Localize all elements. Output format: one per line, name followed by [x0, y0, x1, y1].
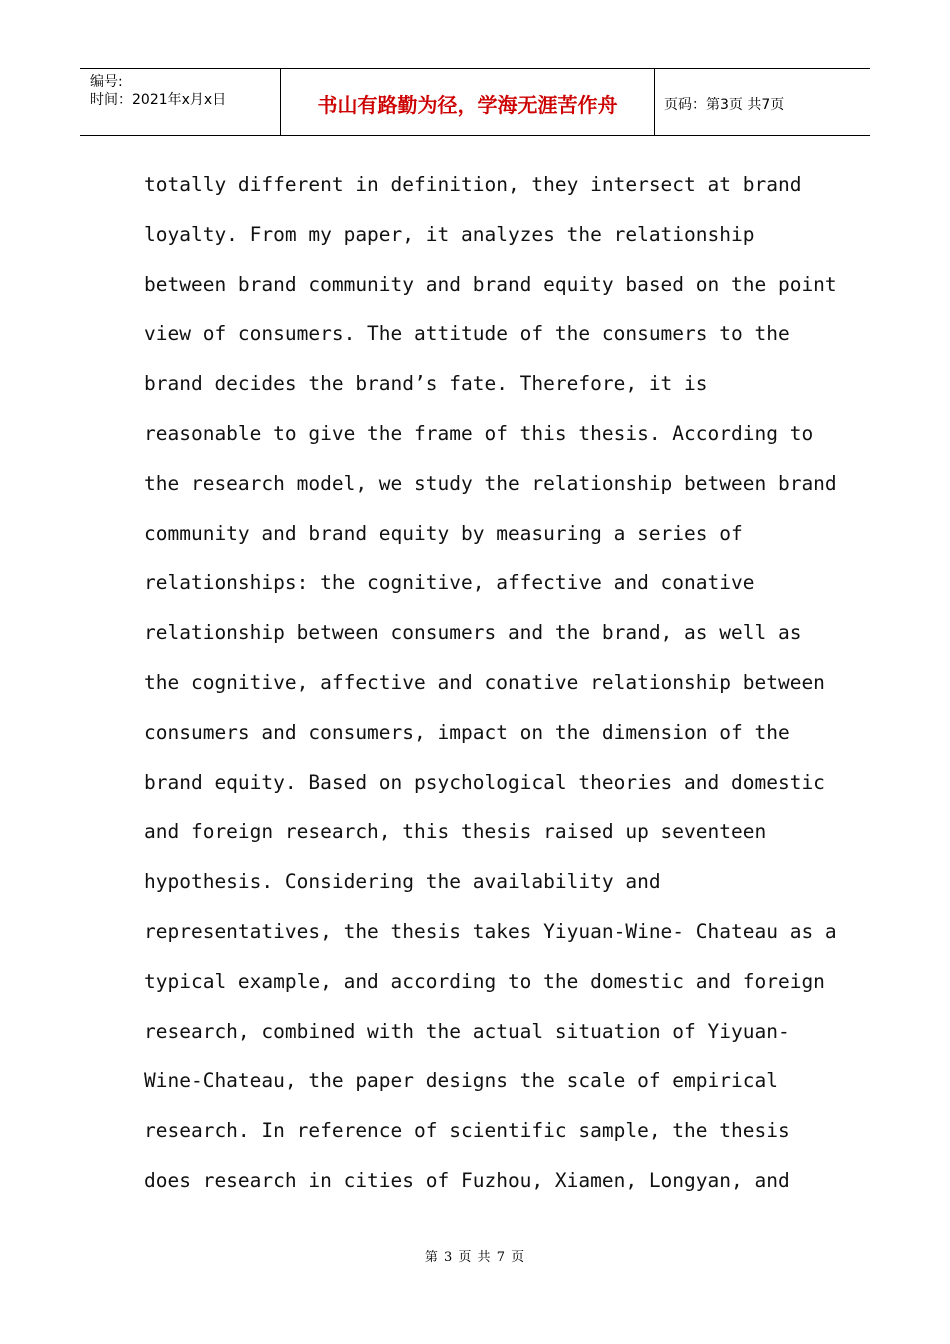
- body-line: view of consumers. The attitude of the consumers to the: [144, 322, 790, 346]
- body-line: and foreign research, this thesis raised up seventeen: [144, 820, 767, 844]
- body-line: the research model, we study the relationship between brand: [144, 471, 837, 495]
- body-line: brand equity. Based on psychological theories and domestic: [144, 770, 825, 794]
- body-line: relationships: the cognitive, affective and conative: [144, 571, 755, 595]
- body-line: brand decides the brand’s fate. Therefore, it is: [144, 372, 708, 396]
- body-line: loyalty. From my paper, it analyzes the relationship: [144, 222, 755, 246]
- body-line: hypothesis. Considering the availability and: [144, 870, 661, 894]
- document-number-label: 编号:: [90, 74, 123, 90]
- body-line: research. In reference of scientific sample, the thesis: [144, 1119, 790, 1143]
- body-line: consumers and consumers, impact on the dimension of the: [144, 720, 790, 744]
- header-page-info: 页码：第3页 共7页: [664, 96, 785, 113]
- header-motto: 书山有路勤为径，学海无涯苦作舟: [281, 69, 655, 135]
- body-line: does research in cities of Fuzhou, Xiamen, Longyan, and: [144, 1168, 790, 1192]
- header-meta: [80, 69, 281, 135]
- body-line: community and brand equity by measuring a series of: [144, 521, 743, 545]
- page-header: [80, 68, 870, 136]
- document-body: [144, 160, 837, 1206]
- page-footer: 第 3 页 共 7 页: [424, 1250, 526, 1265]
- body-line: the cognitive, affective and conative relationship between: [144, 670, 825, 694]
- document-time-label: 时间：2021年x月x日: [90, 92, 227, 108]
- body-line: typical example, and according to the domestic and foreign: [144, 969, 825, 993]
- body-line: between brand community and brand equity based on the point: [144, 272, 837, 296]
- body-line: relationship between consumers and the brand, as well as: [144, 621, 802, 645]
- body-line: Wine-Chateau, the paper designs the scale of empirical: [144, 1069, 778, 1093]
- body-line: totally different in definition, they intersect at brand: [144, 173, 802, 196]
- body-line: reasonable to give the frame of this thesis. According to: [144, 421, 814, 445]
- body-line: research, combined with the actual situation of Yiyuan-: [144, 1019, 790, 1043]
- body-line: representatives, the thesis takes Yiyuan-Wine- Chateau as a: [144, 919, 837, 943]
